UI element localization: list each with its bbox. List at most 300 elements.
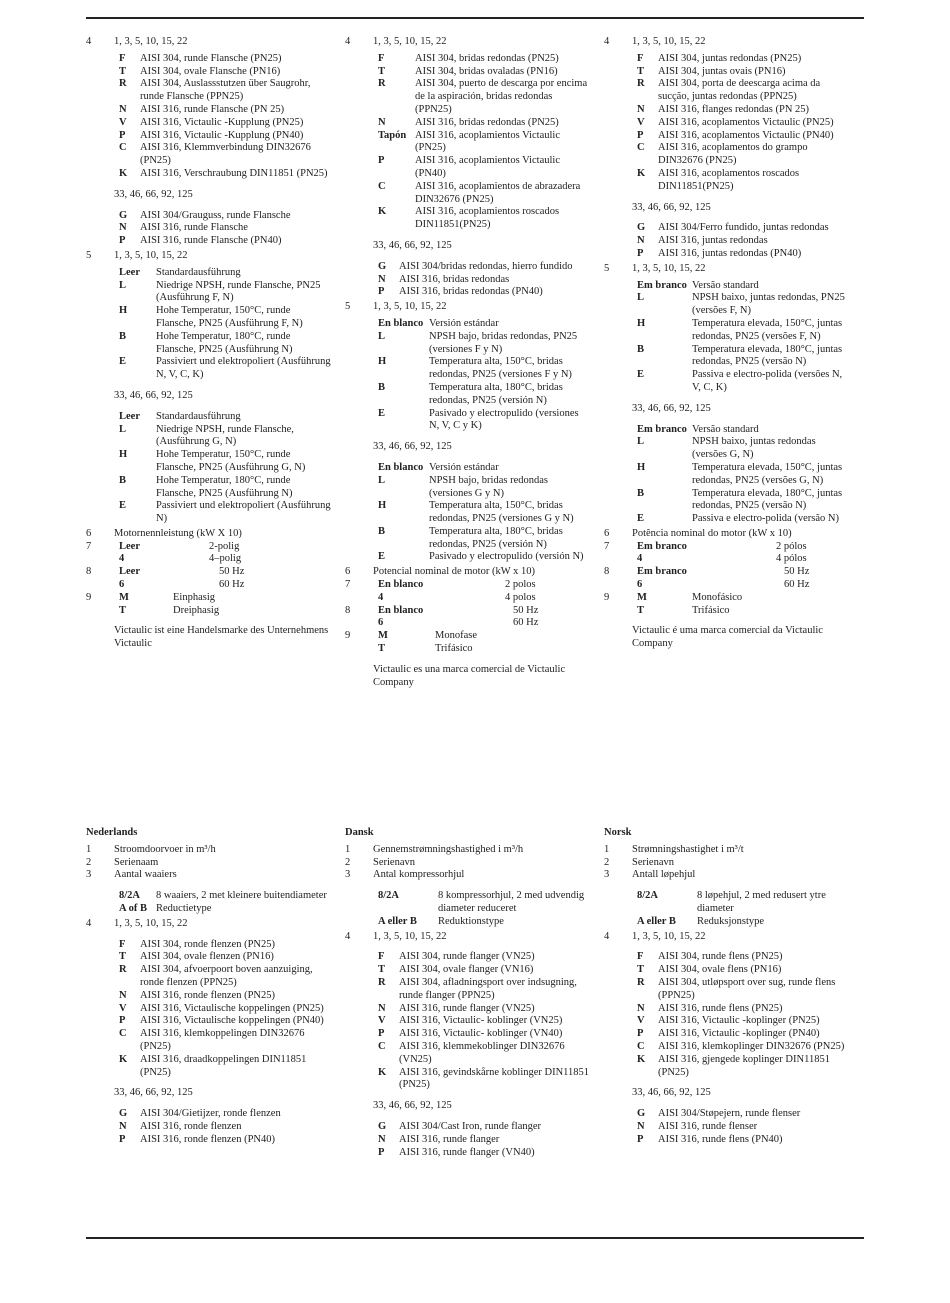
option-description: Pasivado y electropulido (versiones N, V, C y K): [429, 407, 579, 432]
item-value: Motornennleistung (kW X 10): [114, 527, 242, 539]
option-code: V: [637, 1015, 645, 1027]
option-description: NPSH baixo, juntas redondas, PN25 (versões F, N): [692, 292, 845, 317]
option-description: Hohe Temperatur, 180°C, runde Flansche, PN25 (Ausführung N): [156, 474, 293, 499]
option-row: [119, 235, 331, 248]
option-list: [637, 890, 849, 928]
option-code: P: [119, 129, 126, 141]
size-line: 33, 46, 66, 92, 125: [114, 389, 193, 401]
option-row: [378, 1015, 590, 1028]
pair-value: Einphasig: [173, 591, 215, 603]
option-row: [378, 155, 590, 181]
item-number: 6: [345, 566, 351, 578]
pair-code: T: [119, 604, 127, 616]
option-description: AISI 304, juntas ovais (PN16): [658, 65, 786, 77]
option-code: Leer: [119, 266, 140, 278]
option-row: [637, 1134, 849, 1147]
option-row: [637, 369, 849, 395]
option-code: T: [119, 951, 127, 963]
option-list: [119, 267, 331, 382]
option-row: [637, 1121, 849, 1134]
option-row: [378, 1134, 590, 1147]
option-description: Temperatura elevada, 150°C, juntas redondas, PN25 (versões G, N): [692, 461, 843, 486]
column-german: [86, 36, 331, 651]
option-description: Hohe Temperatur, 150°C, runde Flansche, PN25 (Ausführung F, N): [156, 305, 303, 329]
option-description: Temperatura elevada, 180°C, juntas redondas, PN25 (versão N): [692, 343, 843, 368]
option-description: AISI 316, runde flens (PN25): [658, 1002, 783, 1014]
option-code: N: [119, 222, 127, 234]
item-row-1: [345, 844, 590, 857]
option-code: H: [119, 449, 128, 461]
option-description: Temperatura alta, 150°C, bridas redondas, PN25 (versiones F y N): [429, 356, 572, 381]
option-description: AISI 316, ronde flenzen (PN40): [140, 1133, 276, 1145]
option-description: AISI 316, runde flanger (VN25): [399, 1002, 535, 1014]
option-list: [119, 1108, 331, 1146]
pair-row: [378, 630, 477, 643]
item-value: Antal kompressorhjul: [373, 869, 465, 881]
item-row-8: [86, 566, 331, 592]
item-row-5: [86, 250, 331, 263]
option-description: 8 kompressorhjul, 2 med udvendig diameter reduceret: [438, 890, 585, 914]
option-row: [119, 53, 331, 66]
option-row: [637, 436, 849, 462]
pair-list: [119, 541, 241, 567]
item-value: 1, 3, 5, 10, 15, 22: [114, 917, 188, 929]
pair-list: [637, 592, 742, 618]
option-description: AISI 304, runde flanger (VN25): [399, 951, 535, 963]
pair-value: 2 pólos: [776, 540, 807, 552]
item-row-6: [86, 528, 331, 541]
option-row: [378, 331, 590, 357]
option-description: AISI 304, ovale Flansche (PN16): [140, 65, 281, 77]
option-code: G: [637, 1108, 646, 1120]
option-code: T: [378, 964, 386, 976]
size-line: 33, 46, 66, 92, 125: [114, 188, 193, 200]
option-row: [119, 305, 331, 331]
option-description: AISI 316, klemmekoblinger DIN32676 (VN25): [399, 1040, 565, 1065]
pair-code: Em branco: [637, 540, 687, 552]
option-code: H: [378, 356, 387, 368]
pair-row: [637, 592, 742, 605]
option-code: E: [637, 513, 645, 525]
option-description: 8 løpehjul, 2 med redusert ytre diameter: [697, 890, 826, 914]
option-description: AISI 304, ovale flanger (VN16): [399, 964, 534, 976]
option-code: Tapón: [378, 129, 407, 141]
item-row-5: [345, 301, 590, 314]
option-description: AISI 304, Auslassstutzen über Saugrohr, runde Flansche (PPN25): [140, 78, 311, 103]
option-description: AISI 316, juntas redondas: [658, 235, 768, 247]
option-list: [119, 939, 331, 1080]
option-row: [637, 1041, 849, 1054]
item-number: 4: [86, 917, 92, 929]
section-title: Nederlands: [86, 827, 138, 838]
item-number: 9: [345, 630, 351, 642]
pair-row: [119, 579, 244, 592]
option-row: [119, 475, 331, 501]
item-number: 8: [345, 604, 351, 616]
item-number: 1: [604, 843, 610, 855]
option-code: G: [119, 1108, 128, 1120]
option-list: [378, 53, 590, 232]
option-list: [637, 280, 849, 395]
item-number: 3: [345, 869, 351, 881]
item-number: 3: [86, 869, 92, 881]
option-row: [637, 235, 849, 248]
item-number: 2: [604, 856, 610, 868]
pair-value: 2-polig: [209, 540, 240, 552]
pair-code: T: [378, 643, 386, 655]
option-code: C: [378, 180, 386, 192]
option-row: [378, 475, 590, 501]
option-code: Em branco: [637, 423, 687, 435]
option-row: [637, 280, 849, 293]
option-row: [119, 411, 331, 424]
option-description: AISI 316, runde Flansche: [140, 222, 248, 234]
pair-value: Dreiphasig: [173, 604, 220, 616]
size-line: 33, 46, 66, 92, 125: [373, 1100, 452, 1112]
option-code: L: [378, 330, 386, 342]
option-description: AISI 304/bridas redondas, hierro fundido: [399, 260, 573, 272]
option-code: N: [378, 116, 386, 128]
size-line: 33, 46, 66, 92, 125: [632, 201, 711, 213]
option-row: [637, 344, 849, 370]
item-number: 4: [345, 36, 351, 47]
option-description: Temperatura elevada, 180°C, juntas redondas, PN25 (versão N): [692, 487, 843, 512]
option-description: AISI 304, porta de deescarga acima da sucção, juntas redondas (PPN25): [658, 78, 821, 103]
size-line: 33, 46, 66, 92, 125: [373, 441, 452, 453]
option-description: AISI 316, runde flens (PN40): [658, 1133, 783, 1145]
option-row: [119, 964, 331, 990]
option-row: [378, 964, 590, 977]
option-code: P: [378, 155, 385, 167]
option-list: [378, 1121, 590, 1159]
item-row-1: [86, 844, 331, 857]
option-row: [119, 210, 331, 223]
bottom-rule: [86, 1237, 864, 1239]
option-code: N: [378, 1133, 386, 1145]
option-code: F: [119, 52, 126, 64]
option-description: AISI 304, afvoerpoort boven aanzuiging, ronde flenzen (PPN25): [140, 964, 313, 988]
option-row: [637, 1108, 849, 1121]
item-row-4: [86, 918, 331, 931]
item-row-4: [604, 36, 849, 49]
option-code: L: [378, 474, 386, 486]
section-nederlands: [86, 827, 331, 1149]
pair-code: Leer: [119, 540, 140, 552]
pair-value: 50 Hz: [513, 604, 539, 616]
option-row: [119, 1121, 331, 1134]
option-row: [637, 1003, 849, 1016]
option-description: NPSH bajo, bridas redondas, PN25 (versiones F y N): [429, 330, 578, 355]
option-description: Pasivado y electropulido (versión N): [429, 551, 584, 563]
option-list: [119, 210, 331, 248]
pair-value: Monofásico: [692, 591, 743, 603]
item-value: Serienavn: [632, 856, 674, 868]
option-row: [378, 181, 590, 207]
section-dansk: [345, 827, 590, 1161]
trademark-note: Victaulic é uma marca comercial da Victaulic Company: [632, 625, 823, 650]
option-row: [637, 318, 849, 344]
pair-code: 4: [378, 591, 384, 603]
option-code: T: [637, 964, 645, 976]
item-value: 1, 3, 5, 10, 15, 22: [632, 262, 706, 274]
option-code: E: [637, 369, 645, 381]
option-description: AISI 316, Victaulische koppelingen (PN25): [140, 1002, 324, 1014]
option-row: [637, 977, 849, 1003]
option-row: [378, 206, 590, 232]
option-description: Versión estándar: [429, 317, 499, 329]
option-code: N: [637, 103, 645, 115]
option-description: AISI 316, runde flanger: [399, 1133, 500, 1145]
option-row: [119, 142, 331, 168]
option-code: C: [637, 1040, 645, 1052]
trademark-note: Victaulic ist eine Handelsmarke des Unternehmens Victaulic: [114, 625, 329, 650]
option-code: 8/2A: [637, 890, 658, 902]
option-code: H: [119, 305, 128, 317]
item-value: Antall løpehjul: [632, 869, 696, 881]
option-description: AISI 316, bridas redondas (PN40): [399, 286, 543, 298]
pair-list: [119, 566, 244, 592]
item-row-6: [604, 528, 849, 541]
pair-row: [119, 541, 241, 554]
option-row: [637, 66, 849, 79]
pair-value: 2 polos: [505, 579, 536, 591]
pair-value: 60 Hz: [513, 617, 539, 629]
option-code: P: [637, 1028, 644, 1040]
item-number: 8: [86, 566, 92, 578]
option-code: T: [378, 65, 386, 77]
pair-code: 6: [378, 617, 384, 629]
item-row-8: [345, 605, 590, 631]
pair-value: 4–polig: [209, 553, 242, 565]
option-row: [119, 500, 331, 526]
option-description: AISI 304, juntas redondas (PN25): [658, 52, 802, 64]
option-row: [119, 331, 331, 357]
option-row: [119, 66, 331, 79]
item-number: 2: [345, 856, 351, 868]
item-value: 1, 3, 5, 10, 15, 22: [373, 930, 447, 942]
pair-list: [119, 592, 219, 618]
option-description: Versão standard: [692, 279, 759, 291]
option-description: Reduktionstype: [438, 915, 504, 927]
option-row: [378, 382, 590, 408]
item-number: 5: [604, 262, 610, 274]
option-code: B: [637, 487, 645, 499]
item-row-5: [604, 263, 849, 276]
option-description: AISI 304/Cast Iron, runde flanger: [399, 1120, 542, 1132]
option-code: H: [378, 500, 387, 512]
option-description: Temperatura elevada, 150°C, juntas redondas, PN25 (versões F, N): [692, 317, 843, 342]
pair-row: [637, 541, 807, 554]
option-description: Versión estándar: [429, 461, 499, 473]
size-line: 33, 46, 66, 92, 125: [114, 1087, 193, 1099]
pair-code: 4: [637, 553, 643, 565]
option-description: Hohe Temperatur, 180°C, runde Flansche, PN25 (Ausführung N): [156, 330, 293, 355]
option-description: AISI 304/Gietijzer, ronde flenzen: [140, 1108, 281, 1120]
item-number: 5: [86, 249, 92, 261]
option-description: AISI 316, gjengede koplinger DIN11851 (PN25): [658, 1053, 830, 1078]
option-code: K: [119, 167, 128, 179]
option-description: AISI 316, acoplamientos Victaulic (PN40): [415, 155, 560, 179]
size-line: 33, 46, 66, 92, 125: [632, 1087, 711, 1099]
item-number: 4: [604, 930, 610, 942]
pair-code: En blanco: [378, 604, 424, 616]
item-row-1: [604, 844, 849, 857]
option-row: [119, 1028, 331, 1054]
section-title: Norsk: [604, 827, 632, 838]
option-description: AISI 304, bridas redondas (PN25): [415, 52, 559, 64]
pair-row: [637, 605, 742, 618]
option-description: AISI 304/Støpejern, runde flenser: [658, 1108, 801, 1120]
option-description: AISI 316, acoplamientos Victaulic (PN25): [415, 129, 560, 154]
item-number: 8: [604, 566, 610, 578]
option-description: AISI 316, bridas redondas: [399, 273, 510, 285]
option-row: [637, 104, 849, 117]
option-list: [637, 1108, 849, 1146]
option-row: [378, 274, 590, 287]
item-number: 7: [604, 540, 610, 552]
option-row: [378, 462, 590, 475]
option-description: AISI 316, Victaulic -Kupplung (PN40): [140, 129, 304, 141]
option-code: P: [637, 129, 644, 141]
option-row: [378, 1067, 590, 1093]
option-row: [119, 1054, 331, 1080]
item-row-7: [345, 579, 590, 605]
option-row: [119, 1015, 331, 1028]
item-number: 4: [604, 36, 610, 47]
option-code: F: [637, 951, 644, 963]
option-row: [378, 890, 590, 916]
option-description: Passiviert und elektropoliert (Ausführung N, V, C, K): [156, 356, 331, 381]
option-row: [378, 1121, 590, 1134]
option-description: AISI 304, puerto de descarga por encima de la aspiración, bridas redondas (PPN25): [415, 78, 588, 115]
option-code: N: [119, 103, 127, 115]
pair-code: En blanco: [378, 579, 424, 591]
item-row-3: [604, 869, 849, 882]
option-code: B: [378, 525, 386, 537]
item-number: 9: [604, 591, 610, 603]
option-description: Temperatura alta, 180°C, bridas redondas, PN25 (versión N): [429, 525, 563, 550]
option-row: [378, 1147, 590, 1160]
option-row: [378, 951, 590, 964]
option-row: [637, 142, 849, 168]
option-row: [119, 449, 331, 475]
option-row: [378, 117, 590, 130]
item-row-4: [345, 36, 590, 49]
option-row: [378, 78, 590, 116]
pair-list: [637, 541, 807, 567]
option-code: N: [119, 1120, 127, 1132]
option-description: Temperatura alta, 180°C, bridas redondas, PN25 (versión N): [429, 381, 563, 406]
pair-row: [378, 617, 538, 630]
item-value: 1, 3, 5, 10, 15, 22: [373, 36, 447, 47]
option-row: [378, 1028, 590, 1041]
option-description: AISI 316, flanges redondas (PN 25): [658, 103, 810, 115]
size-line: 33, 46, 66, 92, 125: [632, 402, 711, 414]
item-value: Stroomdoorvoer in m³/h: [114, 843, 216, 855]
pair-value: Trifásico: [692, 604, 730, 616]
option-description: AISI 316, acoplamentos roscados DIN11851(PN25): [658, 167, 800, 192]
option-list: [378, 261, 590, 299]
item-value: 1, 3, 5, 10, 15, 22: [114, 36, 188, 47]
option-row: [637, 513, 849, 526]
item-value: 1, 3, 5, 10, 15, 22: [373, 301, 447, 313]
option-code: L: [637, 436, 645, 448]
option-row: [378, 261, 590, 274]
pair-value: 50 Hz: [784, 566, 810, 578]
option-row: [378, 356, 590, 382]
option-description: Standardausführung: [156, 266, 241, 278]
section-title: Dansk: [345, 827, 374, 838]
pair-value: 60 Hz: [784, 579, 810, 591]
option-row: [119, 1134, 331, 1147]
option-description: AISI 304, ovale flens (PN16): [658, 964, 782, 976]
pair-row: [119, 566, 244, 579]
item-row-9: [86, 592, 331, 618]
option-row: [637, 1015, 849, 1028]
option-code: V: [119, 1002, 127, 1014]
option-description: AISI 316, klemkoplinger DIN32676 (PN25): [658, 1040, 845, 1052]
option-row: [637, 1054, 849, 1080]
option-description: AISI 304, ronde flenzen (PN25): [140, 938, 276, 950]
option-code: P: [378, 1146, 385, 1158]
option-code: R: [637, 976, 645, 988]
option-code: R: [637, 78, 645, 90]
option-row: [378, 500, 590, 526]
pair-row: [119, 605, 219, 618]
item-row-3: [345, 869, 590, 882]
item-value: 1, 3, 5, 10, 15, 22: [114, 249, 188, 261]
item-value: Serienaam: [114, 856, 159, 868]
pair-row: [119, 553, 241, 566]
item-row-4: [604, 931, 849, 944]
option-description: AISI 316, Victaulische koppelingen (PN40): [140, 1015, 324, 1027]
pair-code: M: [637, 591, 647, 603]
top-rule: [86, 17, 864, 19]
option-row: [119, 130, 331, 143]
option-row: [119, 267, 331, 280]
option-description: AISI 316, Victaulic -koplinger (PN25): [658, 1015, 820, 1027]
option-row: [119, 990, 331, 1003]
item-number: 1: [345, 843, 351, 855]
pair-value: 4 pólos: [776, 553, 807, 565]
option-description: AISI 316, acoplamientos de abrazadera DIN32676 (PN25): [415, 180, 581, 205]
option-description: Temperatura alta, 150°C, bridas redondas, PN25 (versiones G y N): [429, 500, 574, 525]
option-description: AISI 316, draadkoppelingen DIN11851 (PN25): [140, 1053, 307, 1078]
option-code: C: [119, 1028, 127, 1040]
pair-list: [378, 579, 536, 605]
item-value: 1, 3, 5, 10, 15, 22: [632, 930, 706, 942]
option-description: AISI 316, runde Flansche (PN 25): [140, 103, 285, 115]
item-value: Potencial nominal de motor (kW x 10): [373, 566, 535, 578]
option-list: [119, 890, 331, 916]
pair-row: [637, 579, 809, 592]
option-code: N: [119, 989, 127, 1001]
item-row-2: [345, 857, 590, 870]
option-description: AISI 316, acoplamentos do grampo DIN32676 (PN25): [658, 142, 808, 167]
option-code: N: [637, 235, 645, 247]
option-description: AISI 304, utløpsport over sug, runde flens (PPN25): [658, 976, 836, 1001]
option-code: En blanco: [378, 461, 424, 473]
option-description: AISI 316, acoplamentos Victaulic (PN40): [658, 129, 834, 141]
option-row: [378, 977, 590, 1003]
option-description: AISI 304, bridas ovaladas (PN16): [415, 65, 558, 77]
trademark-note: Victaulic es una marca comercial de Victaulic Company: [373, 663, 566, 688]
pair-row: [637, 553, 807, 566]
option-code: V: [637, 116, 645, 128]
item-row-7: [86, 541, 331, 567]
option-code: L: [119, 423, 127, 435]
option-code: L: [119, 279, 127, 291]
